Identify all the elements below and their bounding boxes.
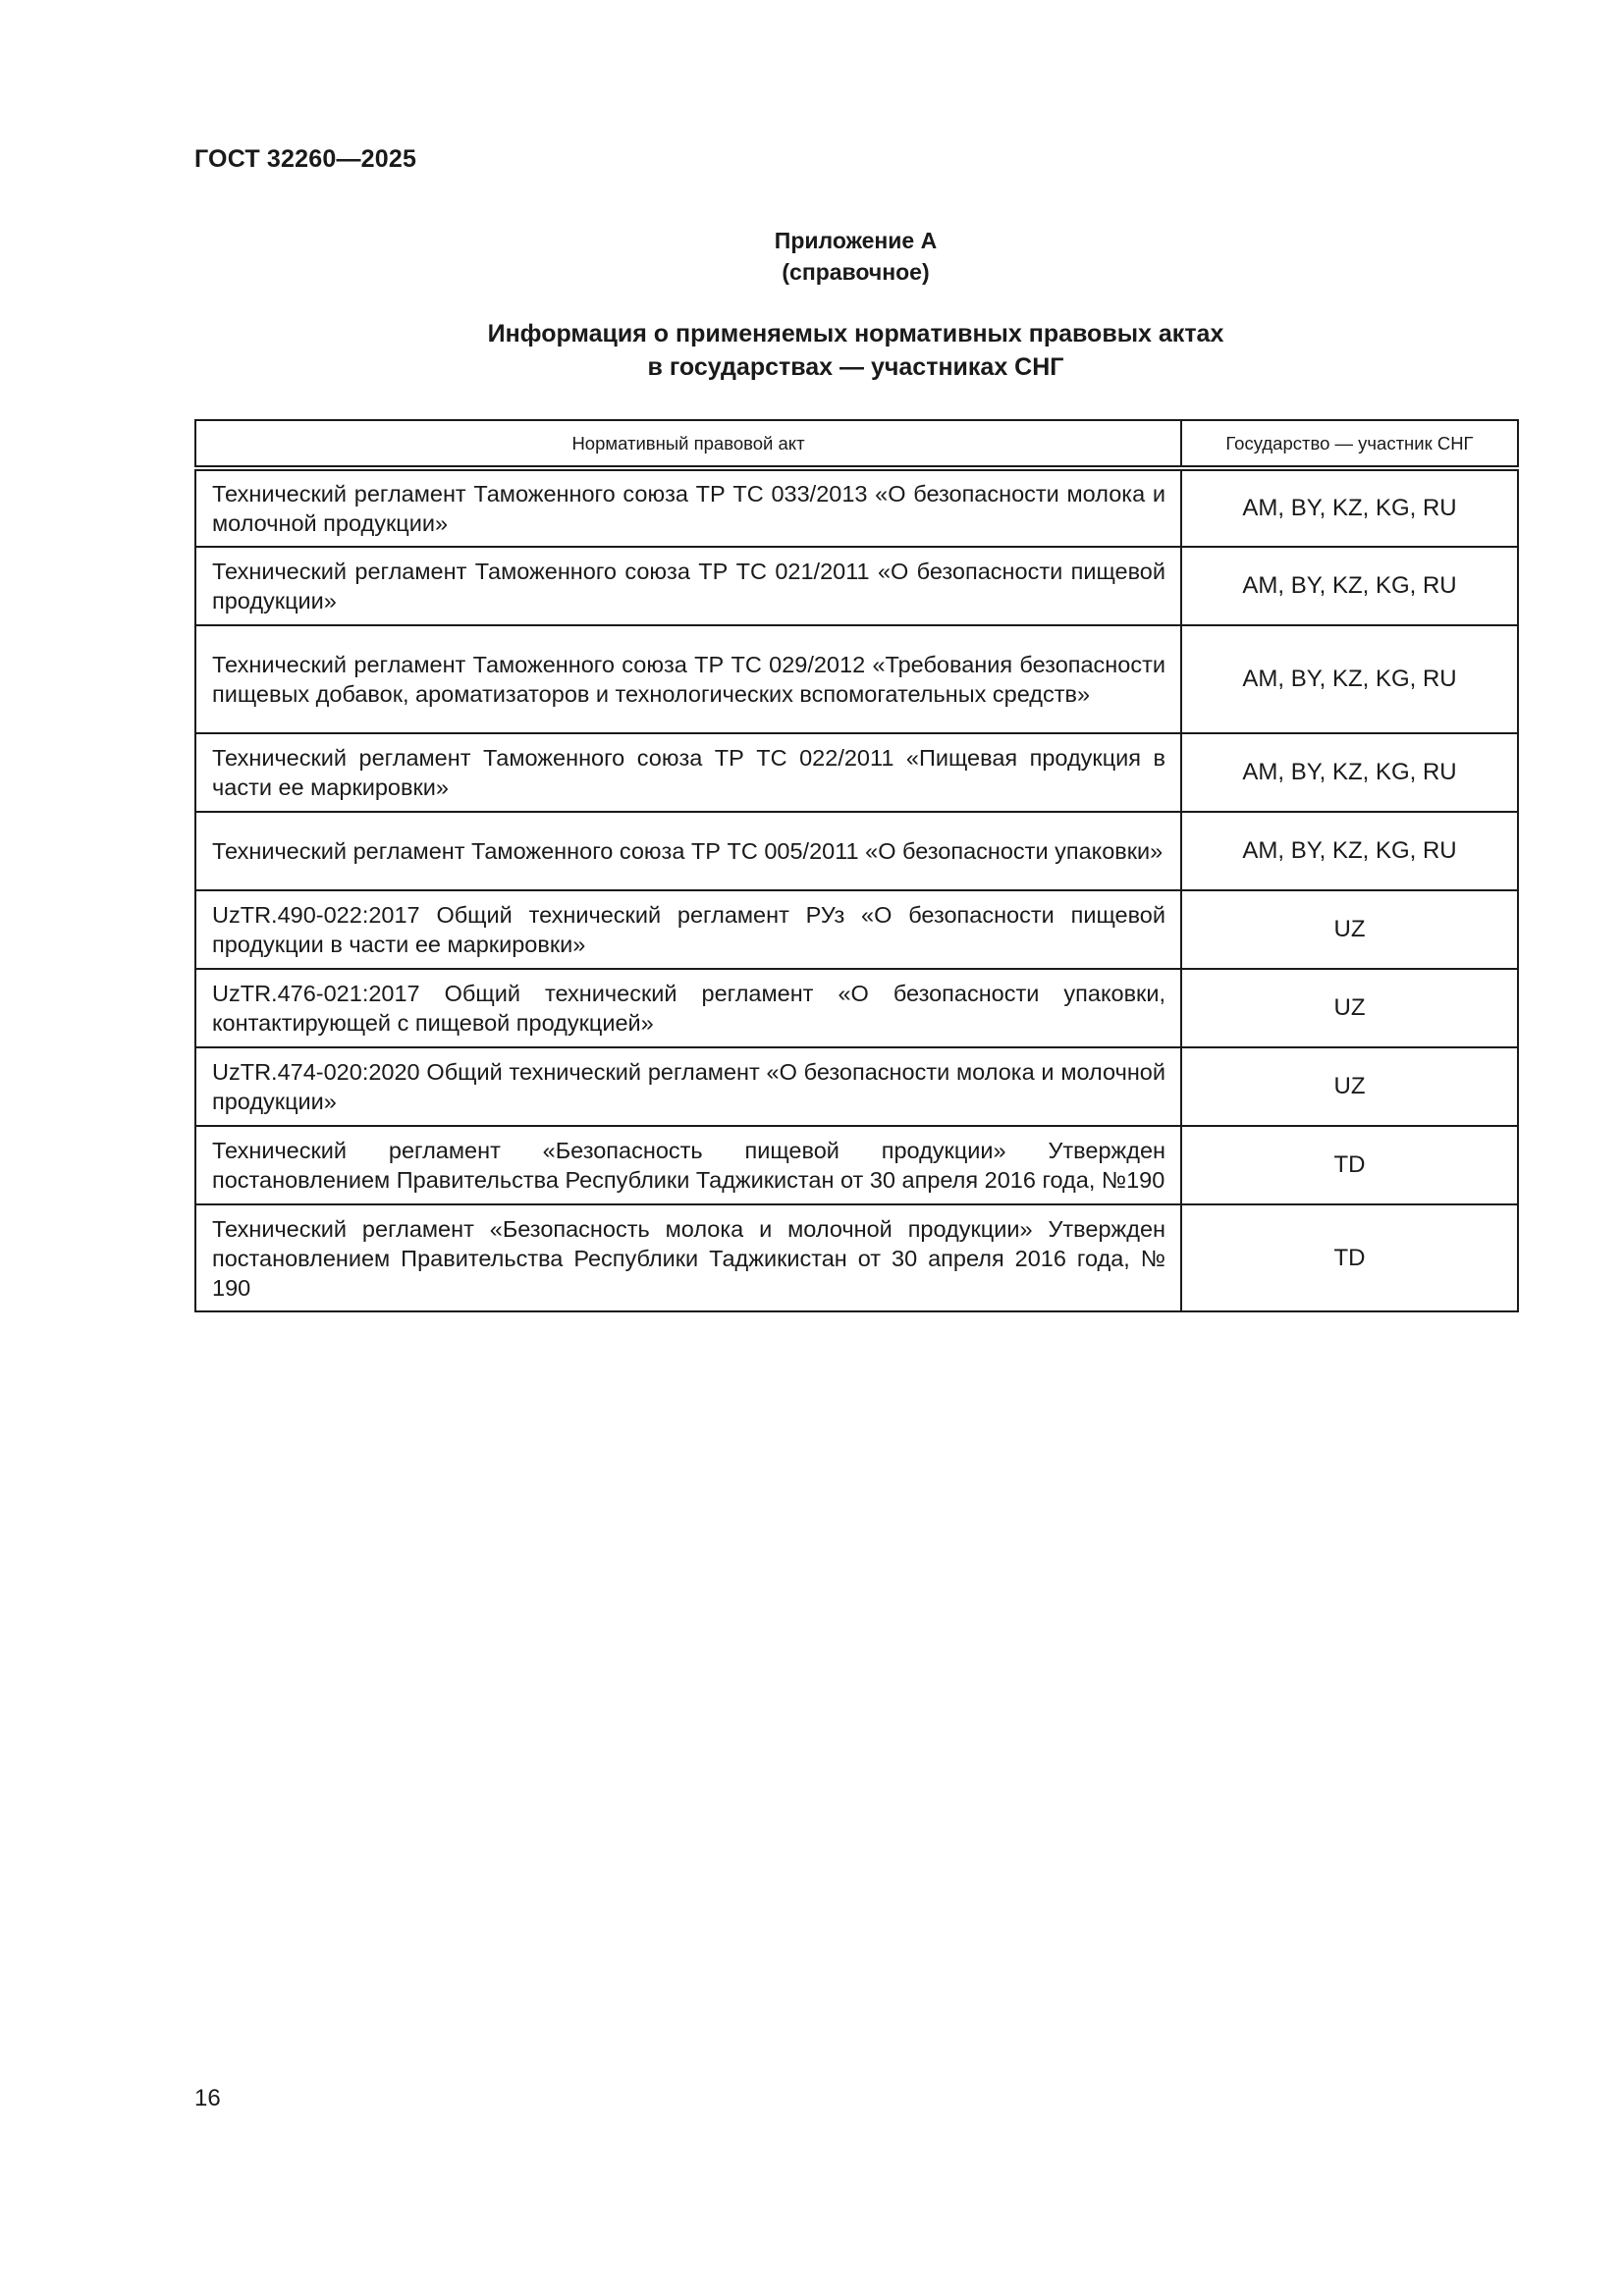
state-cell: TD — [1181, 1126, 1518, 1204]
state-cell: AM, BY, KZ, KG, RU — [1181, 812, 1518, 890]
act-cell: Технический регламент Таможенного союза ТР ТС 005/2011 «О безопасности упаковки» — [195, 812, 1181, 890]
act-cell: UzTR.490-022:2017 Общий технический регламент РУз «О безопасности пищевой продукции в части ее маркировки» — [195, 890, 1181, 969]
table-row — [195, 733, 1518, 812]
table-row — [195, 1126, 1518, 1204]
act-cell: UzTR.474-020:2020 Общий технический регламент «О безопасности молока и молочной продукции» — [195, 1047, 1181, 1126]
page-number: 16 — [194, 2085, 221, 2111]
table-row — [195, 468, 1518, 547]
table-title — [194, 317, 1517, 384]
state-cell: AM, BY, KZ, KG, RU — [1181, 625, 1518, 733]
document-id: ГОСТ 32260—2025 — [194, 145, 417, 173]
table-header-row — [195, 420, 1518, 468]
act-cell: UzTR.476-021:2017 Общий технический регламент «О безопасности упаковки, контактирующей с пищевой продукцией» — [195, 969, 1181, 1047]
state-cell: UZ — [1181, 969, 1518, 1047]
table-title-line-2: в государствах — участниках СНГ — [647, 353, 1064, 381]
act-cell: Технический регламент Таможенного союза ТР ТС 033/2013 «О безопасности молока и молочной продукции» — [195, 468, 1181, 547]
table-row — [195, 625, 1518, 733]
state-cell: TD — [1181, 1204, 1518, 1311]
annex-title: Приложение А — [774, 228, 938, 253]
state-cell: AM, BY, KZ, KG, RU — [1181, 468, 1518, 547]
column-header-state: Государство — участник СНГ — [1181, 420, 1518, 468]
act-cell: Технический регламент Таможенного союза ТР ТС 029/2012 «Требования безопасности пищевых добавок, ароматизаторов и технологических вспомогательных средств» — [195, 625, 1181, 733]
table-row — [195, 890, 1518, 969]
act-cell: Технический регламент Таможенного союза ТР ТС 021/2011 «О безопасности пищевой продукции» — [195, 547, 1181, 625]
table-row — [195, 1204, 1518, 1311]
legal-acts-table — [194, 419, 1519, 1312]
act-cell: Технический регламент «Безопасность пищевой продукции» Утвержден постановлением Правительства Республики Таджикистан от 30 апреля 2016 года, №190 — [195, 1126, 1181, 1204]
annex-type: (справочное) — [782, 259, 930, 285]
state-cell: AM, BY, KZ, KG, RU — [1181, 733, 1518, 812]
state-cell: AM, BY, KZ, KG, RU — [1181, 547, 1518, 625]
column-header-act: Нормативный правовой акт — [195, 420, 1181, 468]
state-cell: UZ — [1181, 1047, 1518, 1126]
table-title-line-1: Информация о применяемых нормативных правовых актах — [487, 320, 1224, 347]
table-row — [195, 1047, 1518, 1126]
act-cell: Технический регламент Таможенного союза ТР ТС 022/2011 «Пищевая продукция в части ее маркировки» — [195, 733, 1181, 812]
state-cell: UZ — [1181, 890, 1518, 969]
table-row — [195, 969, 1518, 1047]
table-row — [195, 547, 1518, 625]
act-cell: Технический регламент «Безопасность молока и молочной продукции» Утвержден постановлением Правительства Республики Таджикистан от 30 апреля 2016 года, № 190 — [195, 1204, 1181, 1311]
table-row — [195, 812, 1518, 890]
